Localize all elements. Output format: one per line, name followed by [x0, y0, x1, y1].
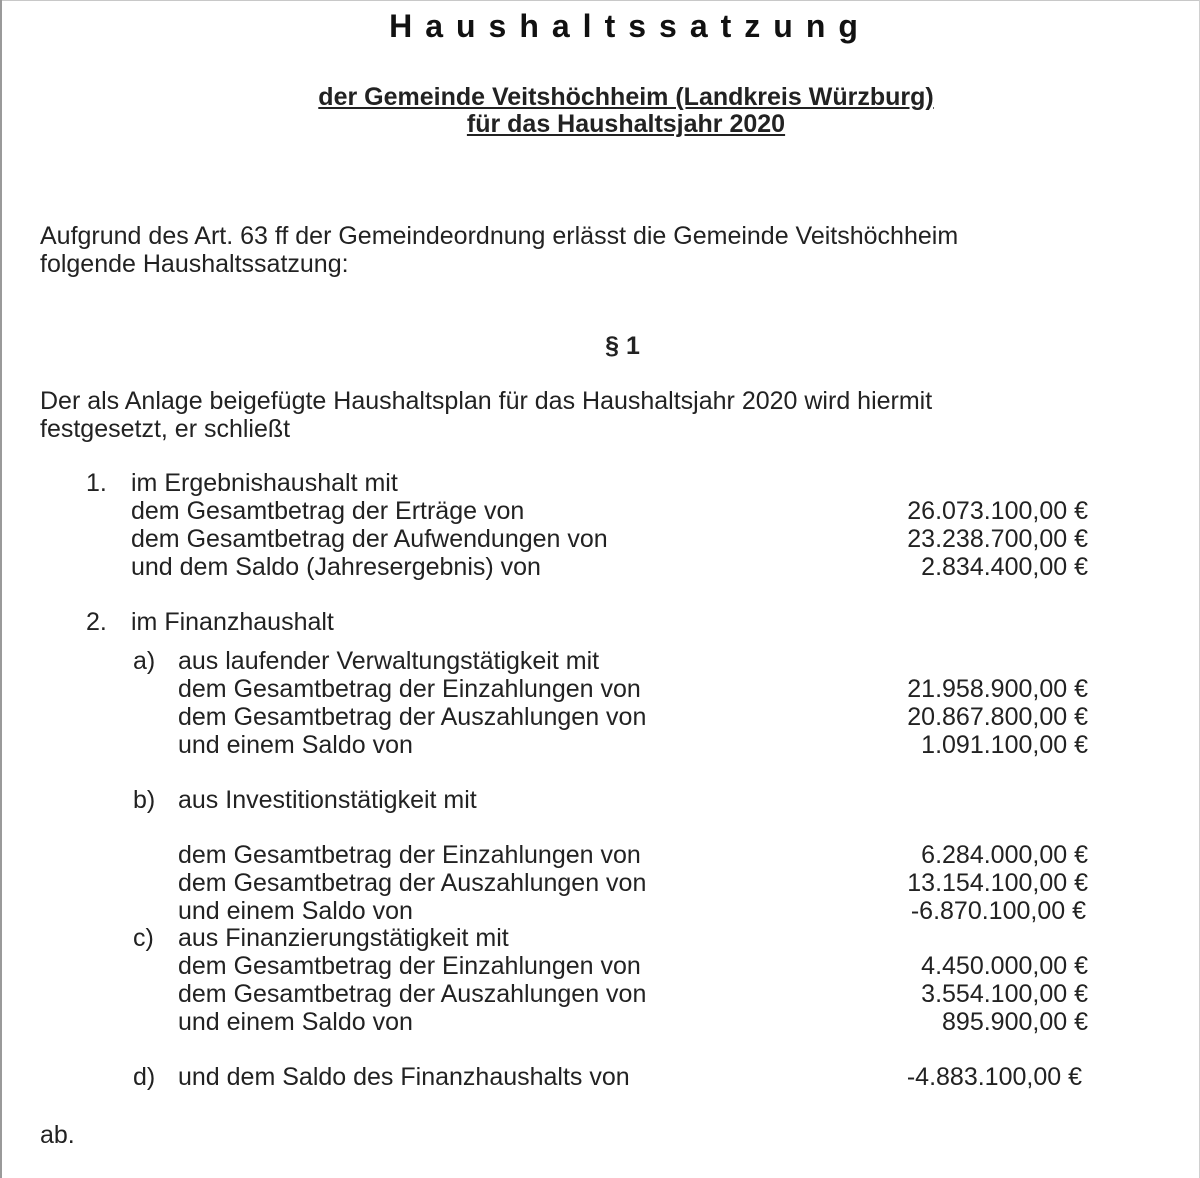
item-2b-heading: aus Investitionstätigkeit mit — [178, 786, 477, 814]
item-2b-row-amount: 13.154.100,00 € — [907, 869, 1088, 897]
item-2b-row-amount: -6.870.100,00 € — [910, 897, 1086, 925]
item-2c-row-label: und einem Saldo von — [178, 1008, 413, 1036]
item-2d-letter: d) — [133, 1063, 156, 1091]
intro-paragraph — [40, 222, 958, 278]
item-2a-row-amount: 21.958.900,00 € — [907, 675, 1088, 703]
section-paragraph — [40, 387, 932, 443]
item-2b-row-label: und einem Saldo von — [178, 897, 413, 925]
item-2c-row-amount: 4.450.000,00 € — [921, 952, 1088, 980]
document-title: Haushaltssatzung — [389, 8, 871, 44]
item-1-row-label: und dem Saldo (Jahresergebnis) von — [131, 553, 541, 581]
item-2c-letter: c) — [133, 924, 154, 952]
item-1-number: 1. — [86, 469, 107, 497]
item-2c-row-amount: 3.554.100,00 € — [921, 980, 1088, 1008]
item-2d-amount: -4.883.100,00 € — [906, 1063, 1082, 1091]
item-2b-row-label: dem Gesamtbetrag der Auszahlungen von — [178, 869, 647, 897]
item-2a-row-amount: 20.867.800,00 € — [907, 703, 1088, 731]
item-2c-row-amount: 895.900,00 € — [942, 1008, 1088, 1036]
item-1-row-amount: 2.834.400,00 € — [921, 553, 1088, 581]
item-2d-label: und dem Saldo des Finanzhaushalts von — [178, 1063, 630, 1091]
section-line-1: Der als Anlage beigefügte Haushaltsplan für das Haushaltsjahr 2020 wird hiermit — [40, 387, 933, 415]
page-top-border — [0, 0, 1200, 1]
section-heading: § 1 — [605, 332, 640, 360]
item-2-number: 2. — [86, 608, 107, 636]
document-subtitle-municipality: der Gemeinde Veitshöchheim (Landkreis Würzburg) — [318, 83, 934, 111]
intro-line-1: Aufgrund des Art. 63 ff der Gemeindeordnung erlässt die Gemeinde Veitshöchheim — [40, 222, 959, 250]
item-2a-row-label: und einem Saldo von — [178, 731, 413, 759]
cut-off-section-mark — [597, 1168, 645, 1178]
item-1-row-amount: 26.073.100,00 € — [907, 497, 1088, 525]
item-2-heading: im Finanzhaushalt — [131, 608, 334, 636]
item-1-row-label: dem Gesamtbetrag der Erträge von — [131, 497, 525, 525]
item-1-heading: im Ergebnishaushalt mit — [131, 469, 398, 497]
item-1-row-label: dem Gesamtbetrag der Aufwendungen von — [131, 525, 608, 553]
item-2c-heading: aus Finanzierungstätigkeit mit — [178, 924, 509, 952]
section-line-2: festgesetzt, er schließt — [40, 415, 291, 443]
item-2a-row-label: dem Gesamtbetrag der Einzahlungen von — [178, 675, 641, 703]
closing-text: ab. — [40, 1121, 75, 1149]
document-subtitle-fiscal-year: für das Haushaltsjahr 2020 — [466, 110, 786, 138]
item-2b-row-amount: 6.284.000,00 € — [921, 841, 1088, 869]
intro-line-2: folgende Haushaltssatzung: — [40, 250, 349, 278]
item-1-row-amount: 23.238.700,00 € — [907, 525, 1088, 553]
item-2b-row-label: dem Gesamtbetrag der Einzahlungen von — [178, 841, 641, 869]
item-2b-letter: b) — [133, 786, 156, 814]
item-2a-row-amount: 1.091.100,00 € — [921, 731, 1088, 759]
item-2a-heading: aus laufender Verwaltungstätigkeit mit — [178, 647, 600, 675]
item-2a-letter: a) — [133, 647, 156, 675]
item-2c-row-label: dem Gesamtbetrag der Einzahlungen von — [178, 952, 641, 980]
item-2a-row-label: dem Gesamtbetrag der Auszahlungen von — [178, 703, 647, 731]
item-2c-row-label: dem Gesamtbetrag der Auszahlungen von — [178, 980, 647, 1008]
page-left-border — [0, 0, 2, 1178]
